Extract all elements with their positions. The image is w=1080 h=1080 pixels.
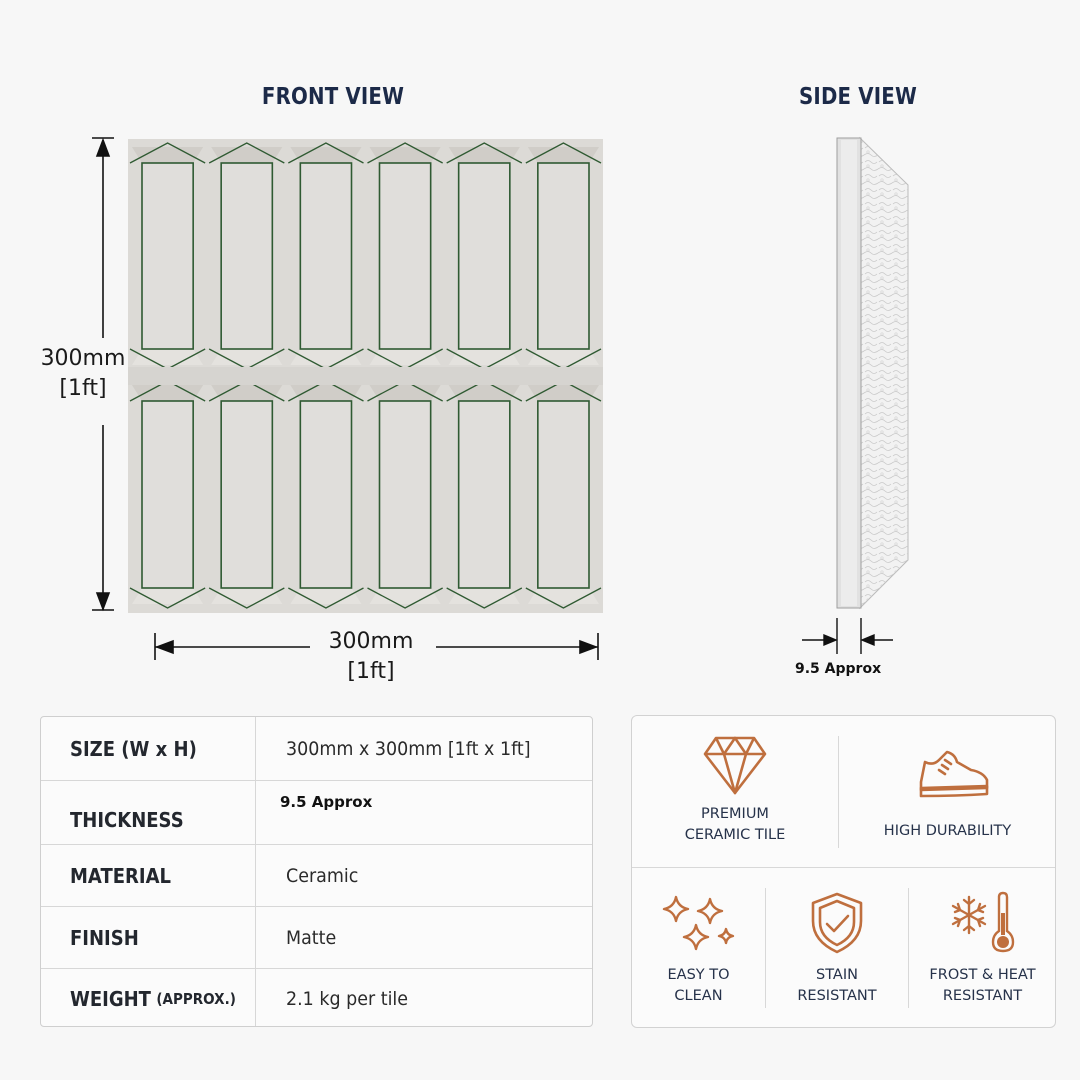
tile-bevel bbox=[290, 588, 361, 604]
spec-key: FINISH bbox=[70, 925, 139, 950]
spec-key: MATERIAL bbox=[70, 863, 171, 888]
tile-bevel bbox=[211, 385, 282, 401]
feature-label: PREMIUM CERAMIC TILE bbox=[684, 806, 786, 843]
tile-face bbox=[142, 163, 193, 349]
front-view-title: FRONT VIEW bbox=[261, 84, 405, 110]
spec-row-thickness bbox=[41, 781, 592, 845]
spec-row-size bbox=[41, 717, 592, 781]
tile-bevel bbox=[290, 349, 361, 365]
spec-table bbox=[40, 716, 593, 1027]
feature-durability bbox=[839, 734, 1056, 854]
spec-row-material bbox=[41, 845, 592, 907]
tile-bevel bbox=[211, 349, 282, 365]
thickness-label: 9.5 Approx bbox=[795, 661, 882, 677]
tile-face bbox=[380, 401, 431, 588]
spec-key: SIZE (W x H) bbox=[70, 736, 197, 761]
tile-bevel bbox=[449, 588, 520, 604]
tile-bevel bbox=[132, 385, 203, 401]
thickness-dimension bbox=[802, 618, 893, 654]
tile-face bbox=[459, 401, 510, 588]
tile-bevel bbox=[132, 588, 203, 604]
tile-mid-band bbox=[128, 367, 603, 385]
feature-easy-clean bbox=[632, 891, 765, 1016]
tile-face bbox=[459, 163, 510, 349]
spec-value: Matte bbox=[286, 926, 337, 949]
spec-key: THICKNESS bbox=[70, 807, 184, 832]
spec-value: Ceramic bbox=[286, 864, 359, 887]
tile-bevel bbox=[211, 588, 282, 604]
snowflake-thermometer-icon bbox=[947, 891, 1021, 955]
feature-stain bbox=[766, 891, 908, 1016]
spec-value: 300mm x 300mm [1ft x 1ft] bbox=[286, 737, 531, 760]
feature-label: STAIN RESISTANT bbox=[797, 967, 877, 1004]
tile-bevel bbox=[290, 385, 361, 401]
feature-label: EASY TO CLEAN bbox=[667, 967, 730, 1004]
side-view-drawing bbox=[780, 130, 940, 660]
tile-bevel bbox=[211, 147, 282, 163]
feature-premium bbox=[632, 734, 838, 854]
tile-bevel bbox=[528, 147, 599, 163]
tile-face bbox=[221, 163, 272, 349]
tile-face bbox=[380, 163, 431, 349]
spec-row-finish bbox=[41, 907, 592, 969]
shield-check-icon bbox=[808, 891, 866, 955]
tile-bevel bbox=[370, 385, 441, 401]
tile-bevel bbox=[132, 349, 203, 365]
tile-bevel bbox=[370, 147, 441, 163]
feature-divider bbox=[632, 867, 1055, 868]
tile-bevel bbox=[370, 588, 441, 604]
tile-bevel bbox=[132, 147, 203, 163]
spec-key: WEIGHT (APPROX.) bbox=[70, 986, 236, 1011]
spec-value: 2.1 kg per tile bbox=[286, 987, 409, 1010]
tile-bevel bbox=[528, 588, 599, 604]
front-tile bbox=[128, 139, 603, 613]
side-view-title: SIDE VIEW bbox=[799, 84, 917, 110]
height-label: 300mm [1ft] bbox=[40, 346, 126, 401]
shoe-icon bbox=[917, 748, 991, 800]
tile-bevel bbox=[449, 147, 520, 163]
tile-bevel bbox=[449, 349, 520, 365]
feature-panel bbox=[631, 715, 1056, 1028]
tile-face bbox=[300, 163, 351, 349]
tile-face bbox=[538, 163, 589, 349]
tile-bevel bbox=[528, 349, 599, 365]
tile-face bbox=[221, 401, 272, 588]
feature-frost-heat bbox=[909, 891, 1056, 1016]
spec-value: 9.5 Approx bbox=[280, 793, 373, 811]
tile-bevel bbox=[449, 385, 520, 401]
width-label: 300mm [1ft] bbox=[328, 629, 414, 684]
sparkle-icon bbox=[660, 893, 738, 955]
tile-face bbox=[300, 401, 351, 588]
tile-face bbox=[538, 401, 589, 588]
tile-bevel bbox=[290, 147, 361, 163]
tile-bevel bbox=[528, 385, 599, 401]
diamond-icon bbox=[702, 734, 768, 796]
tile-face bbox=[142, 401, 193, 588]
feature-label: FROST & HEAT RESISTANT bbox=[929, 967, 1036, 1004]
spec-row-weight bbox=[41, 969, 592, 1027]
tile-bevel bbox=[370, 349, 441, 365]
feature-label: HIGH DURABILITY bbox=[883, 823, 1012, 839]
